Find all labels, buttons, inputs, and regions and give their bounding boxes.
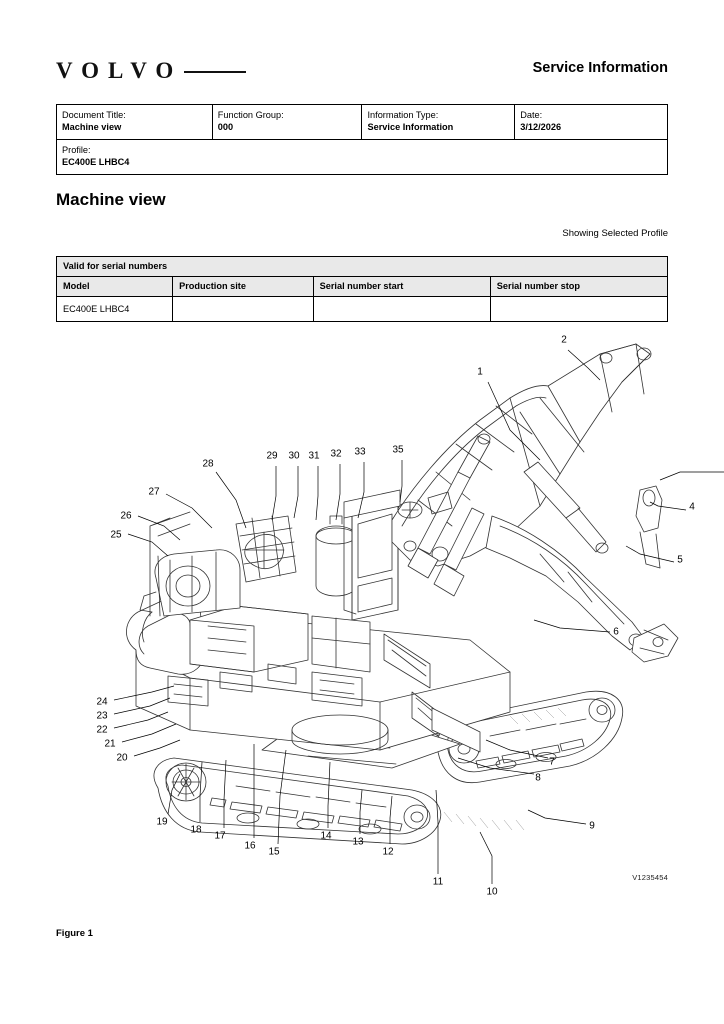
valid-serial-numbers-table bbox=[56, 256, 668, 322]
function-group-cell bbox=[212, 105, 362, 140]
callout-30: 30 bbox=[288, 450, 300, 462]
callout-23: 23 bbox=[96, 710, 108, 722]
cell-production-site bbox=[173, 297, 314, 322]
figure-caption: Figure 1 bbox=[56, 928, 93, 939]
profile-label: Profile: bbox=[62, 144, 91, 155]
function-group-value: 000 bbox=[217, 122, 234, 133]
info-table-row-1 bbox=[57, 105, 668, 140]
document-title-cell bbox=[57, 105, 213, 140]
callout-24: 24 bbox=[96, 696, 108, 708]
document-title-value: Machine view bbox=[62, 122, 122, 133]
column-header-serial-stop: Serial number stop bbox=[490, 277, 667, 297]
callout-11: 11 bbox=[432, 876, 444, 888]
column-header-model: Model bbox=[57, 277, 173, 297]
callout-18: 18 bbox=[190, 824, 202, 836]
callout-9: 9 bbox=[589, 820, 595, 832]
callout-5: 5 bbox=[677, 554, 683, 566]
serial-table-band bbox=[57, 257, 668, 277]
callout-28: 28 bbox=[202, 458, 214, 470]
callout-29: 29 bbox=[266, 450, 278, 462]
volvo-logo bbox=[56, 58, 184, 84]
information-type-cell bbox=[362, 105, 515, 140]
callout-13: 13 bbox=[352, 836, 364, 848]
cell-serial-start bbox=[313, 297, 490, 322]
figure-code: V1235454 bbox=[632, 873, 668, 882]
date-value: 3/12/2026 bbox=[520, 122, 562, 133]
table-row bbox=[57, 297, 668, 322]
document-title-label: Document Title: bbox=[62, 110, 126, 120]
information-type-label: Information Type: bbox=[367, 110, 439, 120]
volvo-logo-text: VOLVO bbox=[56, 58, 183, 83]
callout-31: 31 bbox=[308, 450, 320, 462]
callout-33: 33 bbox=[354, 446, 366, 458]
cell-serial-stop bbox=[490, 297, 667, 322]
callout-22: 22 bbox=[96, 724, 108, 736]
callout-32: 32 bbox=[330, 448, 342, 460]
serial-table-band-title: Valid for serial numbers bbox=[57, 257, 668, 277]
callout-35: 35 bbox=[392, 444, 404, 456]
callout-14: 14 bbox=[320, 830, 332, 842]
information-type-value: Service Information bbox=[367, 122, 454, 133]
info-table-row-2 bbox=[57, 139, 668, 174]
date-cell bbox=[515, 105, 668, 140]
column-header-production-site: Production site bbox=[173, 277, 314, 297]
callout-7: 7 bbox=[549, 756, 555, 768]
callout-8: 8 bbox=[535, 772, 541, 784]
profile-value: EC400E LHBC4 bbox=[62, 157, 130, 168]
callout-1: 1 bbox=[477, 366, 483, 378]
page-title: Machine view bbox=[56, 190, 166, 209]
callout-19: 19 bbox=[156, 816, 168, 828]
callout-27: 27 bbox=[148, 486, 160, 498]
callout-21: 21 bbox=[104, 738, 116, 750]
callout-17: 17 bbox=[214, 830, 226, 842]
callout-20: 20 bbox=[116, 752, 128, 764]
callout-15: 15 bbox=[268, 846, 280, 858]
callout-6: 6 bbox=[613, 626, 619, 638]
service-information-title: Service Information bbox=[532, 60, 668, 76]
profile-cell bbox=[57, 139, 668, 174]
function-group-label: Function Group: bbox=[217, 110, 284, 120]
document-info-table bbox=[56, 104, 668, 175]
page-header bbox=[56, 58, 668, 94]
cell-model: EC400E LHBC4 bbox=[57, 297, 173, 322]
callout-26: 26 bbox=[120, 510, 132, 522]
column-header-serial-start: Serial number start bbox=[313, 277, 490, 297]
callout-25: 25 bbox=[110, 529, 122, 541]
serial-table-header-row bbox=[57, 277, 668, 297]
callout-12: 12 bbox=[382, 846, 394, 858]
callout-10: 10 bbox=[486, 886, 498, 898]
callout-2: 2 bbox=[561, 334, 567, 346]
callout-4: 4 bbox=[689, 501, 695, 513]
machine-view-figure bbox=[40, 320, 695, 900]
callout-16: 16 bbox=[244, 840, 256, 852]
showing-selected-profile: Showing Selected Profile bbox=[562, 228, 668, 239]
excavator-line-drawing bbox=[40, 320, 695, 900]
date-label: Date: bbox=[520, 110, 543, 120]
